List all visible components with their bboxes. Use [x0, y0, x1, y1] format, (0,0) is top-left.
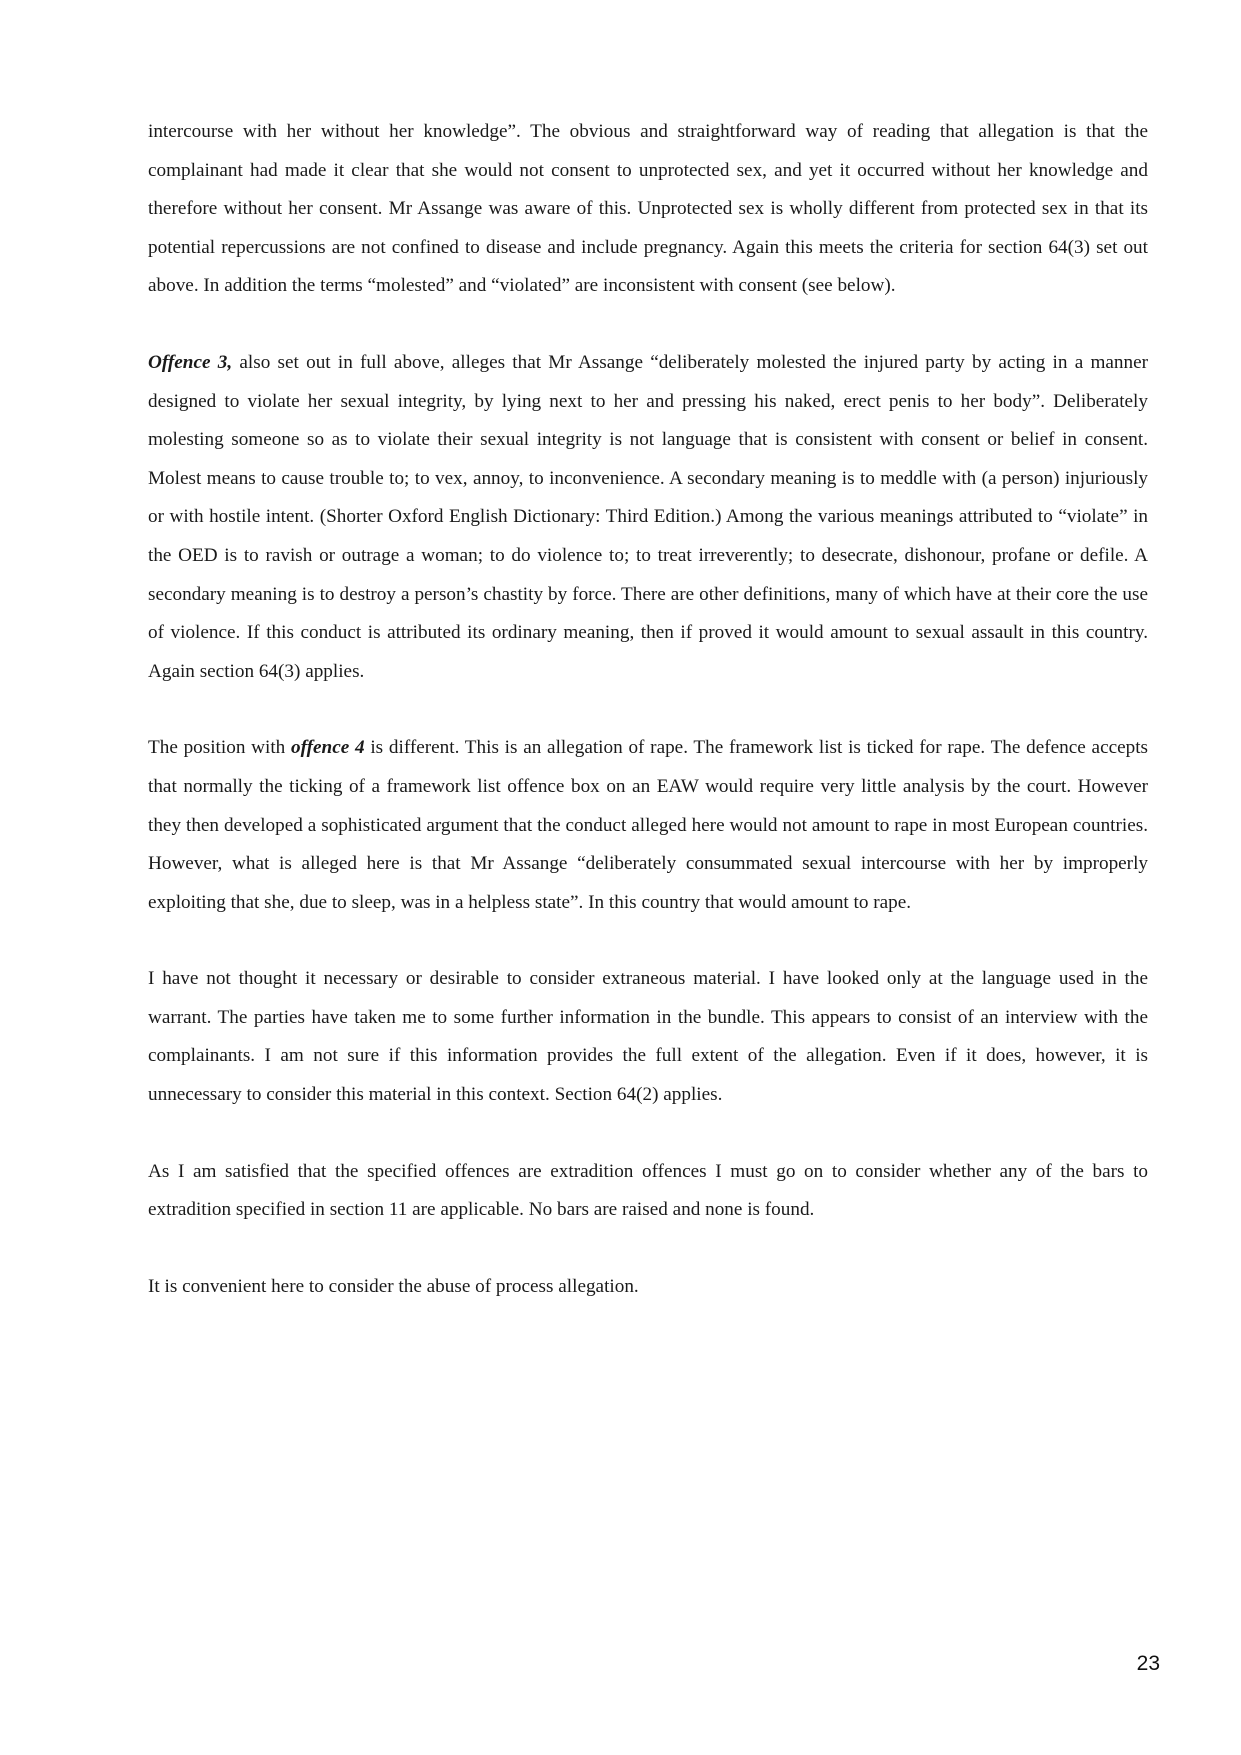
page-body — [148, 113, 1148, 1306]
paragraph-extraneous-material — [148, 960, 1148, 1114]
page-number: 23 — [1136, 1652, 1160, 1675]
paragraph-text: The position with — [148, 737, 292, 759]
paragraph-offence-4 — [148, 729, 1148, 922]
paragraph-offence-3 — [148, 344, 1148, 691]
offence-4-label: offence 4 — [291, 737, 365, 759]
paragraph-bars-to-extradition — [148, 1153, 1148, 1230]
paragraph-text: intercourse with her without her knowledge”. The obvious and straightforward way of reading that allegation is that the complainant had made it clear that she would not consent to unprotected sex, and yet it occurred without her knowledge and therefore without her consent. Mr Assange was aware of this. Unprotected sex is wholly different from protected sex in that its potential repercussions are not confined to disease and include pregnancy. Again this meets the criteria for section 64(3) set out above. In addition the terms “molested” and “violated” are inconsistent with consent (see below). — [148, 121, 1148, 297]
paragraph-text: It is convenient here to consider the abuse of process allegation. — [148, 1275, 639, 1297]
paragraph-text: is different. This is an allegation of rape. The framework list is ticked for rape. The defence accepts that normally the ticking of a framework list offence box on an EAW would require very little analysis by the court. However they then developed a sophisticated argument that the conduct alleged here would not amount to rape in most European countries. However, what is alleged here is that Mr Assange “deliberately consummated sexual intercourse with her by improperly exploiting that she, due to sleep, was in a helpless state”. In this country that would amount to rape. — [148, 737, 1149, 913]
paragraph-abuse-of-process — [148, 1268, 1148, 1307]
paragraph-text: I have not thought it necessary or desirable to consider extraneous material. I have looked only at the language used in the warrant. The parties have taken me to some further information in the bundle. This appears to consist of an interview with the complainants. I am not sure if this information provides the full extent of the allegation. Even if it does, however, it is unnecessary to consider this material in this context. Section 64(2) applies. — [148, 968, 1148, 1106]
offence-3-label: Offence 3, — [148, 351, 233, 373]
paragraph-intercourse-allegation — [148, 113, 1148, 306]
paragraph-text: As I am satisfied that the specified offences are extradition offences I must go on to consider whether any of the bars to extradition specified in section 11 are applicable. No bars are raised and none is found. — [148, 1160, 1148, 1221]
paragraph-text: also set out in full above, alleges that Mr Assange “deliberately molested the injured party by acting in a manner designed to violate her sexual integrity, by lying next to her and pressing his naked, erect penis to her body”. Deliberately molesting someone so as to violate their sexual integrity is not language that is consistent with consent or belief in consent. Molest means to cause trouble to; to vex, annoy, to inconvenience. A secondary meaning is to meddle with (a person) injuriously or with hostile intent. (Shorter Oxford English Dictionary: Third Edition.) Among the various meanings attributed to “violate” in the OED is to ravish or outrage a woman; to do violence to; to treat irreverently; to desecrate, dishonour, profane or defile. A secondary meaning is to destroy a person’s chastity by force. There are other definitions, many of which have at their core the use of violence. If this conduct is attributed its ordinary meaning, then if proved it would amount to sexual assault in this country. Again section 64(3) applies. — [148, 351, 1148, 682]
